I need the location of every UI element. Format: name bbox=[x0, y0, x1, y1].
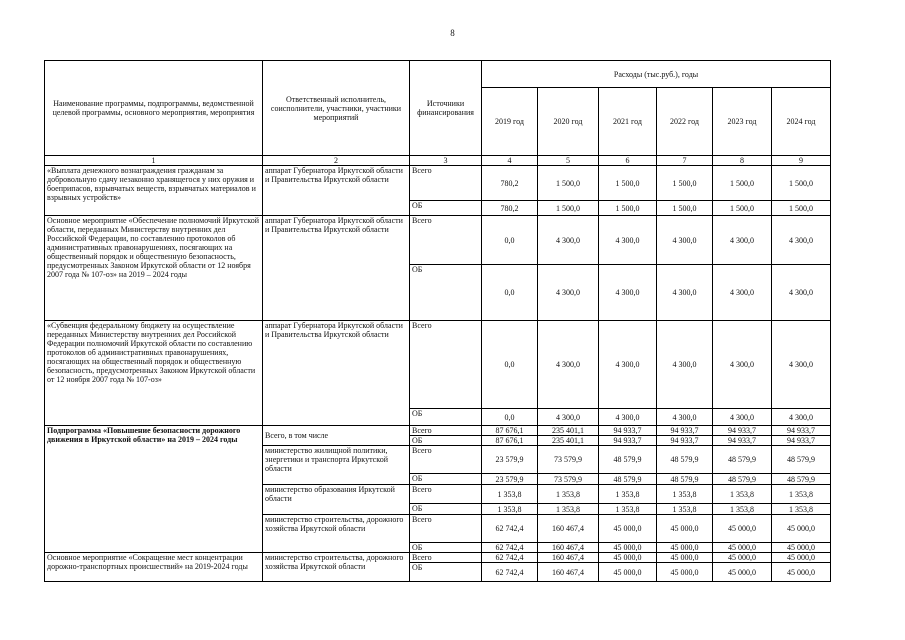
column-number: 2 bbox=[263, 156, 410, 166]
value-cell: 4 300,0 bbox=[657, 409, 713, 426]
measure-name: «Субвенция федеральному бюджету на осуществление переданных Министерству внутренних дел Российской Федерации полномочий Иркутской области по составлению протоколов об административных правонарушениях, посягающих на общественный порядок и общественную безопасность, предусмотренных Законом Иркутской области от 12 ноября 2007 года № 107-оз» bbox=[45, 321, 263, 426]
header-year: 2024 год bbox=[772, 88, 831, 156]
funding-source: Всего bbox=[410, 446, 482, 474]
value-cell: 1 500,0 bbox=[599, 201, 657, 216]
value-cell: 94 933,7 bbox=[657, 436, 713, 446]
funding-source: Всего bbox=[410, 321, 482, 409]
value-cell: 45 000,0 bbox=[772, 553, 831, 563]
value-cell: 1 500,0 bbox=[657, 166, 713, 201]
value-cell: 62 742,4 bbox=[482, 563, 538, 582]
funding-source: Всего bbox=[410, 426, 482, 436]
measure-name: Основное мероприятие «Сокращение мест концентрации дорожно-транспортных происшествий» на 2019-2024 годы bbox=[45, 553, 263, 582]
value-cell: 45 000,0 bbox=[599, 553, 657, 563]
value-cell: 23 579,9 bbox=[482, 446, 538, 474]
executor-name: аппарат Губернатора Иркутской области и Правительства Иркутской области bbox=[263, 166, 410, 216]
value-cell: 48 579,9 bbox=[599, 446, 657, 474]
value-cell: 4 300,0 bbox=[599, 265, 657, 321]
value-cell: 1 500,0 bbox=[657, 201, 713, 216]
value-cell: 160 467,4 bbox=[538, 515, 599, 543]
value-cell: 1 353,8 bbox=[538, 485, 599, 504]
budget-table bbox=[44, 60, 831, 582]
column-number: 8 bbox=[713, 156, 772, 166]
page-number: 8 bbox=[450, 28, 455, 38]
value-cell: 1 353,8 bbox=[772, 504, 831, 515]
value-cell: 48 579,9 bbox=[657, 446, 713, 474]
value-cell: 4 300,0 bbox=[538, 265, 599, 321]
value-cell: 780,2 bbox=[482, 166, 538, 201]
value-cell: 48 579,9 bbox=[772, 446, 831, 474]
value-cell: 1 500,0 bbox=[713, 166, 772, 201]
header-year: 2020 год bbox=[538, 88, 599, 156]
value-cell: 94 933,7 bbox=[713, 426, 772, 436]
value-cell: 45 000,0 bbox=[713, 543, 772, 553]
value-cell: 1 353,8 bbox=[657, 504, 713, 515]
value-cell: 160 467,4 bbox=[538, 543, 599, 553]
value-cell: 73 579,9 bbox=[538, 474, 599, 485]
column-number: 3 bbox=[410, 156, 482, 166]
header-year: 2019 год bbox=[482, 88, 538, 156]
value-cell: 1 353,8 bbox=[657, 485, 713, 504]
header-executor: Ответственный исполнитель, соисполнители, участники, участники мероприятий bbox=[263, 61, 410, 156]
value-cell: 1 500,0 bbox=[599, 166, 657, 201]
value-cell: 0,0 bbox=[482, 409, 538, 426]
funding-source: ОБ bbox=[410, 543, 482, 553]
funding-source: Всего bbox=[410, 553, 482, 563]
value-cell: 4 300,0 bbox=[713, 216, 772, 265]
value-cell: 62 742,4 bbox=[482, 515, 538, 543]
value-cell: 4 300,0 bbox=[599, 409, 657, 426]
value-cell: 45 000,0 bbox=[599, 543, 657, 553]
value-cell: 45 000,0 bbox=[772, 515, 831, 543]
value-cell: 62 742,4 bbox=[482, 553, 538, 563]
value-cell: 4 300,0 bbox=[599, 321, 657, 409]
funding-source: ОБ bbox=[410, 201, 482, 216]
column-number: 1 bbox=[45, 156, 263, 166]
funding-source: Всего bbox=[410, 515, 482, 543]
value-cell: 1 353,8 bbox=[538, 504, 599, 515]
value-cell: 48 579,9 bbox=[657, 474, 713, 485]
value-cell: 45 000,0 bbox=[657, 515, 713, 543]
subprogram-name: Подпрограмма «Повышение безопасности дорожного движения в Иркутской области» на 2019 – 2024 годы bbox=[45, 426, 263, 553]
header-year: 2022 год bbox=[657, 88, 713, 156]
value-cell: 45 000,0 bbox=[599, 515, 657, 543]
value-cell: 45 000,0 bbox=[599, 563, 657, 582]
value-cell: 4 300,0 bbox=[538, 216, 599, 265]
value-cell: 1 353,8 bbox=[599, 485, 657, 504]
header-source: Источники финансирования bbox=[410, 61, 482, 156]
value-cell: 4 300,0 bbox=[772, 321, 831, 409]
funding-source: ОБ bbox=[410, 265, 482, 321]
value-cell: 87 676,1 bbox=[482, 426, 538, 436]
header-name: Наименование программы, подпрограммы, ведомственной целевой программы, основного мероприятия, мероприятия bbox=[45, 61, 263, 156]
value-cell: 48 579,9 bbox=[599, 474, 657, 485]
value-cell: 160 467,4 bbox=[538, 553, 599, 563]
value-cell: 4 300,0 bbox=[772, 216, 831, 265]
executor-name: министерство жилищной политики, энергетики и транспорта Иркутской области bbox=[263, 446, 410, 485]
executor-name: Всего, в том числе bbox=[263, 426, 410, 446]
value-cell: 4 300,0 bbox=[599, 216, 657, 265]
value-cell: 1 353,8 bbox=[482, 485, 538, 504]
value-cell: 94 933,7 bbox=[599, 426, 657, 436]
value-cell: 0,0 bbox=[482, 321, 538, 409]
value-cell: 94 933,7 bbox=[599, 436, 657, 446]
value-cell: 4 300,0 bbox=[657, 265, 713, 321]
funding-source: Всего bbox=[410, 216, 482, 265]
value-cell: 48 579,9 bbox=[713, 474, 772, 485]
value-cell: 0,0 bbox=[482, 265, 538, 321]
value-cell: 45 000,0 bbox=[657, 563, 713, 582]
header-year: 2023 год bbox=[713, 88, 772, 156]
executor-name: министерство образования Иркутской области bbox=[263, 485, 410, 515]
funding-source: Всего bbox=[410, 166, 482, 201]
value-cell: 45 000,0 bbox=[772, 563, 831, 582]
value-cell: 1 500,0 bbox=[772, 166, 831, 201]
column-number: 9 bbox=[772, 156, 831, 166]
funding-source: ОБ bbox=[410, 436, 482, 446]
value-cell: 73 579,9 bbox=[538, 446, 599, 474]
value-cell: 1 500,0 bbox=[538, 166, 599, 201]
value-cell: 1 353,8 bbox=[599, 504, 657, 515]
value-cell: 4 300,0 bbox=[657, 216, 713, 265]
funding-source: Всего bbox=[410, 485, 482, 504]
funding-source: ОБ bbox=[410, 474, 482, 485]
executor-name: аппарат Губернатора Иркутской области и Правительства Иркутской области bbox=[263, 321, 410, 426]
column-number: 7 bbox=[657, 156, 713, 166]
value-cell: 45 000,0 bbox=[772, 543, 831, 553]
value-cell: 160 467,4 bbox=[538, 563, 599, 582]
value-cell: 94 933,7 bbox=[713, 436, 772, 446]
value-cell: 94 933,7 bbox=[772, 426, 831, 436]
value-cell: 48 579,9 bbox=[772, 474, 831, 485]
value-cell: 4 300,0 bbox=[772, 409, 831, 426]
measure-name: «Выплата денежного вознаграждения гражданам за добровольную сдачу незаконно хранящегося у них оружия и боеприпасов, взрывчатых веществ, взрывчатых материалов и взрывных устройств» bbox=[45, 166, 263, 216]
funding-source: ОБ bbox=[410, 504, 482, 515]
value-cell: 4 300,0 bbox=[713, 265, 772, 321]
value-cell: 45 000,0 bbox=[657, 553, 713, 563]
value-cell: 4 300,0 bbox=[538, 321, 599, 409]
header-expenses: Расходы (тыс.руб.), годы bbox=[482, 61, 831, 88]
column-number: 5 bbox=[538, 156, 599, 166]
funding-source: ОБ bbox=[410, 409, 482, 426]
header-year: 2021 год bbox=[599, 88, 657, 156]
value-cell: 1 353,8 bbox=[772, 485, 831, 504]
value-cell: 62 742,4 bbox=[482, 543, 538, 553]
value-cell: 4 300,0 bbox=[538, 409, 599, 426]
value-cell: 4 300,0 bbox=[713, 409, 772, 426]
value-cell: 94 933,7 bbox=[657, 426, 713, 436]
value-cell: 235 401,1 bbox=[538, 426, 599, 436]
value-cell: 45 000,0 bbox=[657, 543, 713, 553]
value-cell: 1 500,0 bbox=[772, 201, 831, 216]
value-cell: 87 676,1 bbox=[482, 436, 538, 446]
value-cell: 235 401,1 bbox=[538, 436, 599, 446]
value-cell: 780,2 bbox=[482, 201, 538, 216]
value-cell: 45 000,0 bbox=[713, 553, 772, 563]
executor-name: аппарат Губернатора Иркутской области и Правительства Иркутской области bbox=[263, 216, 410, 321]
executor-name: министерство строительства, дорожного хозяйства Иркутской области bbox=[263, 553, 410, 582]
value-cell: 94 933,7 bbox=[772, 436, 831, 446]
column-number: 4 bbox=[482, 156, 538, 166]
value-cell: 1 500,0 bbox=[713, 201, 772, 216]
executor-name: министерство строительства, дорожного хозяйства Иркутской области bbox=[263, 515, 410, 553]
measure-name: Основное мероприятие «Обеспечение полномочий Иркутской области, переданных Министерству внутренних дел Российской Федерации, по составлению протоколов об административных правонарушениях, посягающих на общественный порядок и общественную безопасность, предусмотренных Законом Иркутской области от 12 ноября 2007 года № 107-оз» на 2019 – 2024 годы bbox=[45, 216, 263, 321]
value-cell: 45 000,0 bbox=[713, 515, 772, 543]
value-cell: 45 000,0 bbox=[713, 563, 772, 582]
value-cell: 4 300,0 bbox=[657, 321, 713, 409]
value-cell: 1 353,8 bbox=[482, 504, 538, 515]
value-cell: 0,0 bbox=[482, 216, 538, 265]
value-cell: 1 500,0 bbox=[538, 201, 599, 216]
value-cell: 23 579,9 bbox=[482, 474, 538, 485]
value-cell: 1 353,8 bbox=[713, 504, 772, 515]
value-cell: 4 300,0 bbox=[772, 265, 831, 321]
value-cell: 1 353,8 bbox=[713, 485, 772, 504]
funding-source: ОБ bbox=[410, 563, 482, 582]
value-cell: 48 579,9 bbox=[713, 446, 772, 474]
column-number: 6 bbox=[599, 156, 657, 166]
value-cell: 4 300,0 bbox=[713, 321, 772, 409]
